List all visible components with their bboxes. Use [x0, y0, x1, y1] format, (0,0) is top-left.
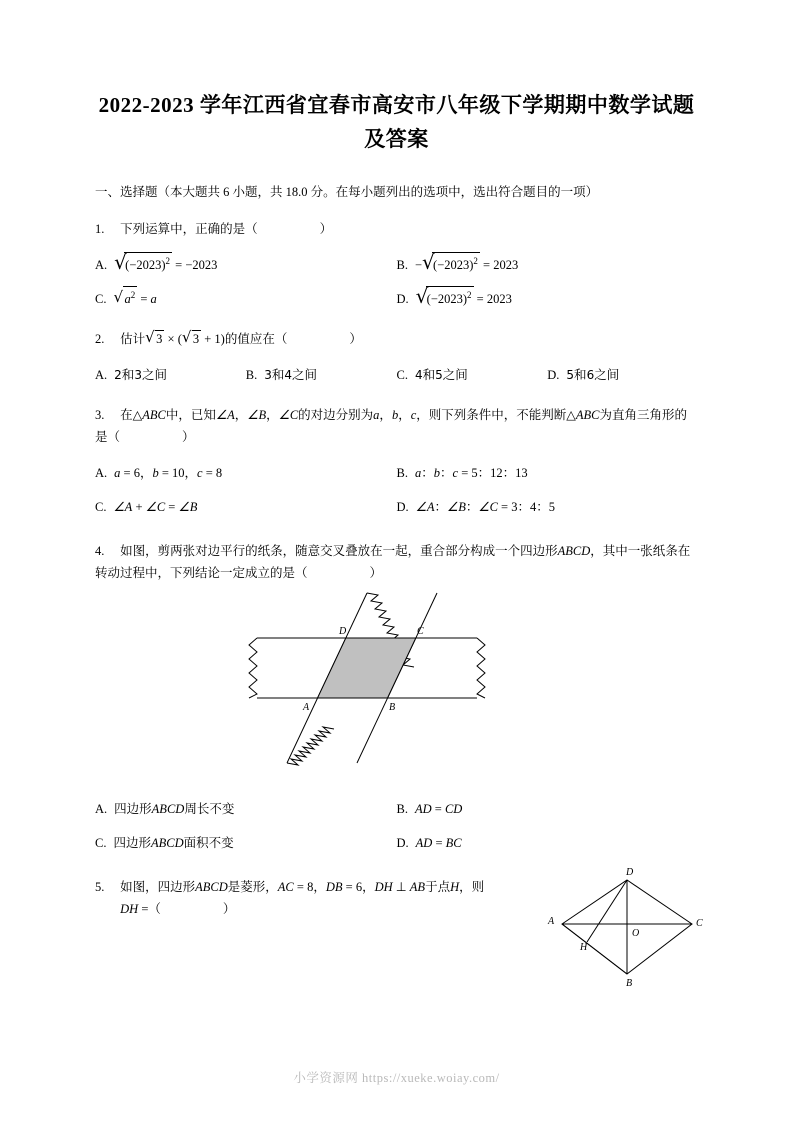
question-4-number: 4.	[95, 544, 105, 558]
figure5-label-H: H	[580, 942, 588, 953]
option-3-C-text: ∠A + ∠C = ∠B	[113, 500, 198, 514]
option-1-A-text: √ $(-2023)^2 = -2023$	[114, 252, 217, 278]
option-1-B[interactable]	[397, 252, 699, 278]
document-body	[0, 182, 793, 989]
option-1-B-text: − √ $(-2023)^2 = 2023$	[415, 252, 518, 278]
option-1-D[interactable]	[397, 286, 699, 312]
option-3-D-text: ∠A：∠B：∠C = 3：4：5	[415, 500, 555, 514]
option-2-B[interactable]	[246, 362, 397, 388]
option-2-A-label: A.	[95, 368, 108, 382]
figure4-label-D: D	[338, 626, 346, 637]
option-4-A[interactable]	[95, 796, 397, 822]
question-4-figure	[95, 588, 698, 778]
question-1	[95, 218, 698, 240]
question-5-figure	[542, 862, 712, 999]
option-1-A[interactable]	[95, 252, 397, 278]
figure5-label-C: C	[696, 918, 703, 929]
figure5-label-D: D	[626, 867, 634, 878]
option-4-B[interactable]	[397, 796, 699, 822]
option-4-C-label: C.	[95, 836, 107, 850]
option-4-C[interactable]	[95, 830, 397, 856]
option-4-C-text: 四边形ABCD面积不变	[113, 836, 234, 850]
figure5-label-A: A	[548, 916, 555, 927]
option-3-A-label: A.	[95, 466, 108, 480]
option-2-D-text: 5和6之间	[566, 368, 620, 382]
question-1-number: 1.	[95, 222, 105, 236]
option-3-C-label: C.	[95, 500, 107, 514]
option-2-D-label: D.	[547, 368, 560, 382]
option-2-B-text: 3和4之间	[264, 368, 318, 382]
option-1-C-text: √ $a^2 = a$	[113, 286, 156, 312]
figure5-label-O: O	[632, 928, 640, 939]
option-3-D[interactable]	[397, 494, 699, 520]
option-3-A[interactable]	[95, 460, 397, 486]
option-4-B-text: AD = CD	[414, 802, 463, 816]
question-2-number: 2.	[95, 332, 105, 346]
question-3-number: 3.	[95, 408, 105, 422]
option-3-D-label: D.	[396, 500, 409, 514]
question-5-text: 如图，四边形ABCD是菱形，AC = 8，DB = 6，DH ⊥ AB于点H，则 DH =（ ）	[120, 880, 485, 916]
option-4-D[interactable]	[397, 830, 699, 856]
option-4-A-label: A.	[95, 802, 108, 816]
option-3-B-label: B.	[396, 466, 408, 480]
parallelogram-strips-diagram	[247, 588, 547, 773]
option-3-C[interactable]	[95, 494, 397, 520]
question-3	[95, 404, 698, 448]
figure4-label-C: C	[416, 626, 424, 637]
question-3-options	[95, 460, 698, 520]
question-5	[95, 867, 703, 989]
option-4-A-text: 四边形ABCD周长不变	[114, 802, 235, 816]
question-2-options	[95, 362, 698, 388]
question-1-options	[95, 252, 698, 312]
option-1-C[interactable]	[95, 286, 397, 312]
figure4-label-A: A	[302, 702, 309, 713]
question-1-text: 下列运算中，正确的是（ ）	[120, 222, 333, 236]
option-2-C-label: C.	[396, 368, 408, 382]
section-heading: 一、选择题（本大题共 6 小题，共 18.0 分。在每小题列出的选项中，选出符合题目的一项）	[95, 185, 599, 199]
option-1-D-label: D.	[396, 292, 409, 306]
question-4-text: 如图，剪两张对边平行的纸条，随意交叉叠放在一起，重合部分构成一个四边形ABCD，其中一张纸条在转动过程中，下列结论一定成立的是（ ）	[95, 544, 691, 580]
option-4-D-text: AD = BC	[415, 836, 462, 850]
question-4-options	[95, 796, 698, 856]
option-2-B-label: B.	[245, 368, 258, 382]
option-2-A[interactable]	[95, 362, 246, 388]
option-3-A-text: a = 6，b = 10，c = 8	[114, 466, 223, 480]
question-2	[95, 328, 698, 350]
question-3-text: 在△ABC中，已知∠A，∠B，∠C的对边分别为a，b，c，则下列条件中，不能判断△ABC为直角三角形的是（ ）	[95, 407, 688, 444]
watermark: 小学资源网 https://xueke.woiay.com/	[293, 1071, 500, 1085]
option-2-C[interactable]	[397, 362, 548, 388]
page-title: 2022-2023 学年江西省宜春市高安市八年级下学期期中数学试题及答案	[98, 93, 695, 151]
question-2-text: 估计 √ 3 × ( √ 3 + 1)的值应在（ ）	[120, 332, 362, 346]
option-3-B[interactable]	[397, 460, 699, 486]
option-2-D[interactable]	[547, 362, 698, 388]
question-4	[95, 540, 698, 584]
figure4-label-B: B	[388, 702, 395, 713]
option-1-B-label: B.	[396, 258, 408, 272]
figure5-label-B: B	[626, 978, 633, 989]
option-3-B-text: a：b：c = 5：12：13	[414, 466, 528, 480]
option-4-B-label: B.	[396, 802, 408, 816]
option-1-A-label: A.	[95, 258, 108, 272]
option-2-C-text: 4和5之间	[414, 368, 468, 382]
option-1-C-label: C.	[95, 292, 107, 306]
option-1-D-text: √ $(-2023)^2 = 2023$	[416, 286, 512, 312]
option-4-D-label: D.	[396, 836, 409, 850]
question-5-number: 5.	[95, 880, 105, 894]
rhombus-diagram	[542, 862, 712, 992]
option-2-A-text: 2和3之间	[114, 368, 167, 382]
